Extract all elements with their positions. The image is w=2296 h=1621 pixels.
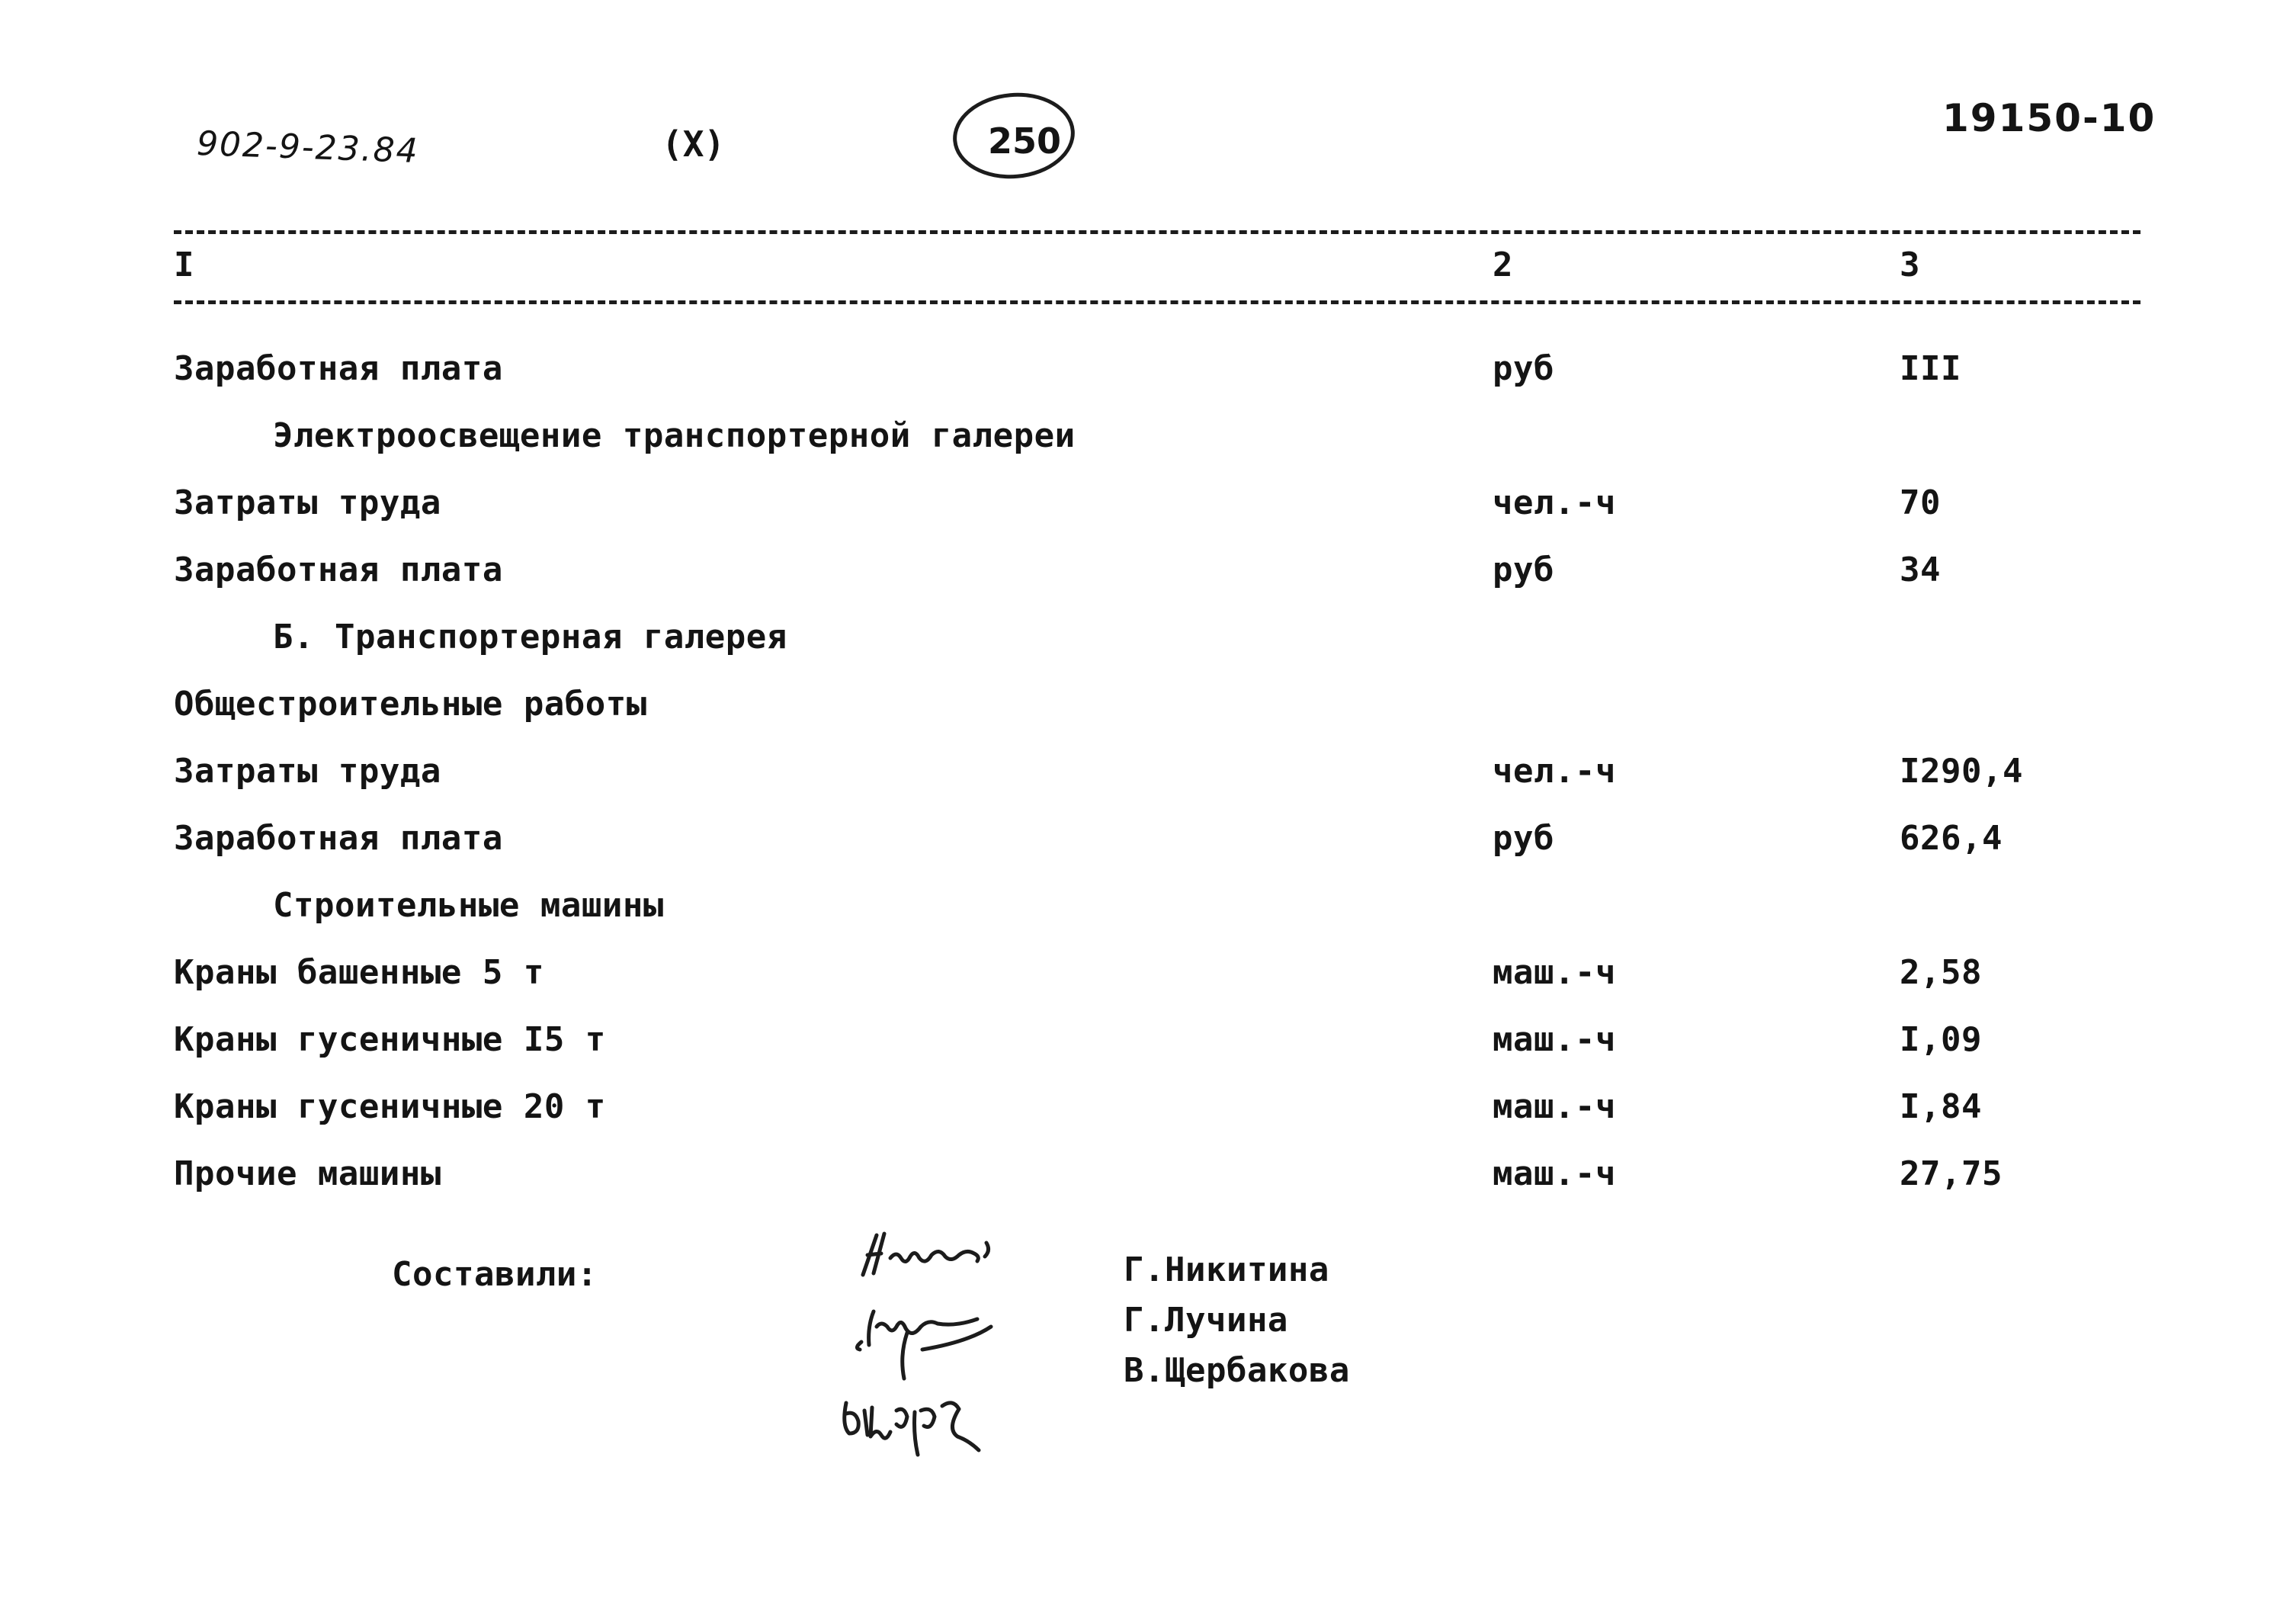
table-row-name: Краны башенные 5 т	[174, 953, 544, 992]
table-row-name: Заработная плата	[174, 550, 503, 589]
table-row-unit: чел.-ч	[1493, 483, 1616, 522]
section-subheading: Строительные машины	[273, 886, 664, 925]
table-row-name: Заработная плата	[174, 819, 503, 858]
table-row-unit: маш.-ч	[1493, 1020, 1616, 1059]
table-row-unit: руб	[1493, 819, 1554, 858]
table-row-name: Затраты труда	[174, 483, 441, 522]
table-row-value: I290,4	[1900, 752, 2023, 791]
handwritten-signatures	[831, 1220, 1060, 1472]
table-row-unit: руб	[1493, 349, 1554, 388]
table-row-unit: руб	[1493, 550, 1554, 589]
table-row-value: I,84	[1900, 1087, 1982, 1126]
table-row-unit: маш.-ч	[1493, 1154, 1616, 1193]
group-heading: Общестроительные работы	[174, 685, 647, 724]
section-roman-numeral: (X)	[662, 124, 726, 165]
table-header-rule	[174, 300, 2140, 304]
table-row-name: Краны гусеничные I5 т	[174, 1020, 606, 1059]
table-row-name: Прочие машины	[174, 1154, 441, 1193]
author-name: В.Щербакова	[1124, 1351, 1350, 1390]
table-row-value: 626,4	[1900, 819, 2003, 858]
table-row-value: 34	[1900, 550, 1941, 589]
table-row-value: III	[1900, 349, 1961, 388]
table-row-value: 27,75	[1900, 1154, 2003, 1193]
table-row-name: Краны гусеничные 20 т	[174, 1087, 606, 1126]
table-row-unit: маш.-ч	[1493, 1087, 1616, 1126]
page-number: 250	[988, 120, 1062, 162]
section-subheading: Электроосвещение транспортерной галереи	[273, 416, 1076, 455]
column-header-3: 3	[1900, 246, 1920, 284]
table-row-unit: маш.-ч	[1493, 953, 1616, 992]
compiled-by-label: Составили:	[392, 1255, 598, 1294]
author-name: Г.Никитина	[1124, 1250, 1329, 1289]
document-code: 902-9-23.84	[196, 124, 420, 172]
column-header-1: I	[174, 246, 194, 284]
table-row-value: I,09	[1900, 1020, 1982, 1059]
table-row-name: Заработная плата	[174, 349, 503, 388]
table-row-name: Затраты труда	[174, 752, 441, 791]
column-header-2: 2	[1493, 246, 1513, 284]
table-row-value: 2,58	[1900, 953, 1982, 992]
section-heading: Б. Транспортерная галерея	[273, 618, 787, 656]
sheet-code: 19150-10	[1942, 96, 2157, 140]
table-row-value: 70	[1900, 483, 1941, 522]
table-top-rule	[174, 230, 2140, 234]
table-row-unit: чел.-ч	[1493, 752, 1616, 791]
author-name: Г.Лучина	[1124, 1301, 1288, 1340]
